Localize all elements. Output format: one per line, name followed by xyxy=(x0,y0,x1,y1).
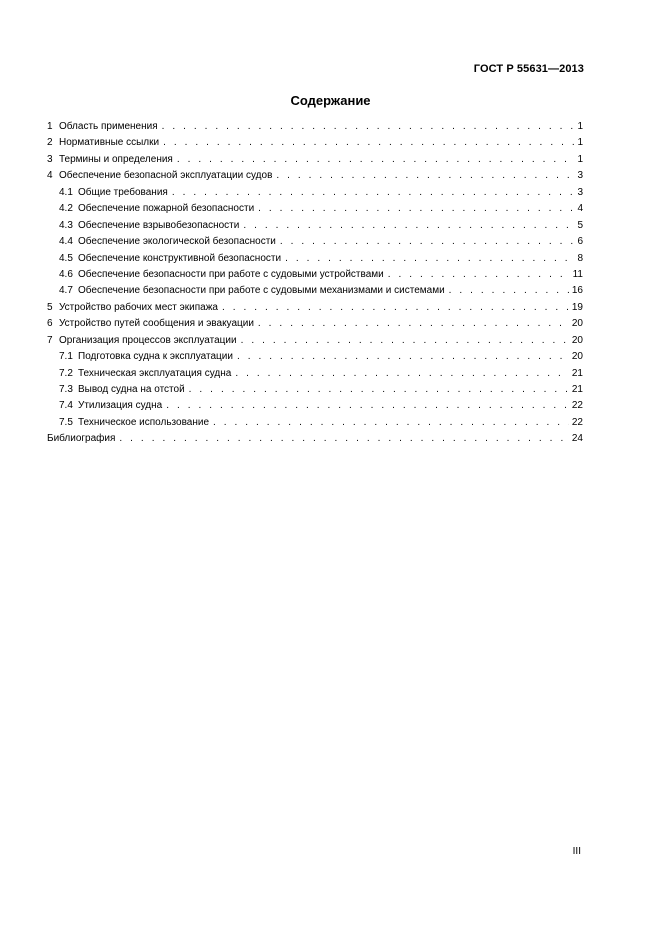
toc-entry-page: 20 xyxy=(571,334,583,346)
toc-leader-dots xyxy=(388,267,570,283)
toc-entry-number: 1 xyxy=(47,121,53,132)
toc-entry-label: Библиография xyxy=(47,433,116,445)
toc-title: Содержание xyxy=(290,93,371,108)
toc-leader-dots xyxy=(258,316,569,332)
toc-entry-number: 2 xyxy=(47,137,53,149)
toc-entry-number: 4.7 xyxy=(59,285,73,297)
toc-leader-dots xyxy=(163,135,574,151)
toc-entry-page: 4 xyxy=(577,203,583,215)
toc-entry-number: 6 xyxy=(47,318,53,330)
toc-entry-number: 7.5 xyxy=(59,416,73,428)
toc-entry[interactable] xyxy=(47,119,583,135)
toc-entry-page: 21 xyxy=(571,384,583,395)
toc-subentry[interactable] xyxy=(47,201,583,217)
toc-subentry[interactable] xyxy=(47,366,583,382)
toc-entry-number: 4.6 xyxy=(59,268,73,280)
document-standard-header: ГОСТ Р 55631—2013 xyxy=(473,63,584,75)
toc-subentry[interactable] xyxy=(47,218,583,234)
toc-leader-dots xyxy=(222,300,569,316)
toc-entry-page: 6 xyxy=(577,236,583,248)
toc-subentry[interactable] xyxy=(47,251,583,267)
toc-entry-label: Обеспечение безопасности при работе с судовыми устройствами xyxy=(78,268,384,280)
toc-entry-page: 16 xyxy=(571,285,583,297)
toc-subentry[interactable] xyxy=(47,382,583,398)
toc-leader-dots xyxy=(243,218,574,234)
toc-entry-label: Обеспечение взрывобезопасности xyxy=(78,219,240,231)
toc-subentry[interactable] xyxy=(47,234,583,250)
toc-leader-dots xyxy=(241,333,569,349)
toc-entry-label: Вывод судна на отстой xyxy=(78,384,185,395)
toc-leader-dots xyxy=(162,119,575,135)
toc-entry-label: Обеспечение конструктивной безопасности xyxy=(78,252,282,264)
toc-entry-page: 21 xyxy=(571,367,583,379)
toc-entry-label: Подготовка судна к эксплуатации xyxy=(78,351,233,363)
toc-entry-label: Устройство путей сообщения и эвакуации xyxy=(59,318,254,330)
toc-entry-number: 7.4 xyxy=(59,400,73,412)
toc-leader-dots xyxy=(258,201,574,217)
toc-subentry[interactable] xyxy=(47,267,583,283)
toc-entry-number: 7.2 xyxy=(59,367,73,379)
toc-entry-page: 3 xyxy=(577,170,583,182)
toc-leader-dots xyxy=(285,251,574,267)
toc-entry-page: 5 xyxy=(577,219,583,231)
toc-subentry[interactable] xyxy=(47,398,583,414)
toc-entry[interactable] xyxy=(47,300,583,316)
toc-entry-page: 1 xyxy=(577,137,583,149)
toc-leader-dots xyxy=(172,185,575,201)
toc-entry-number: 7 xyxy=(47,334,53,346)
toc-entry-number: 4.5 xyxy=(59,252,73,264)
toc-entry-label: Обеспечение экологической безопасности xyxy=(78,236,276,248)
toc-leader-dots xyxy=(235,366,569,382)
toc-entry-number: 3 xyxy=(47,153,53,165)
toc-leader-dots xyxy=(189,382,569,398)
toc-entry-number: 7.3 xyxy=(59,384,73,395)
toc-entry-number: 4.2 xyxy=(59,203,73,215)
toc-entry[interactable] xyxy=(47,152,583,168)
toc-entry-page: 24 xyxy=(571,433,583,445)
toc-entry-number: 4.1 xyxy=(59,186,73,198)
toc-entry-label: Обеспечение безопасной эксплуатации судов xyxy=(59,170,273,182)
toc-entry-page: 19 xyxy=(571,301,583,313)
toc-leader-dots xyxy=(177,152,575,168)
toc-entry[interactable] xyxy=(47,168,583,184)
table-of-contents xyxy=(47,119,583,448)
toc-subentry[interactable] xyxy=(47,283,583,299)
toc-entry-label: Устройство рабочих мест экипажа xyxy=(59,301,218,313)
toc-leader-dots xyxy=(237,349,569,365)
toc-entry-page: 1 xyxy=(577,121,583,132)
toc-entry-label: Утилизация судна xyxy=(78,400,163,412)
toc-leader-dots xyxy=(280,234,575,250)
toc-subentry[interactable] xyxy=(47,185,583,201)
toc-leader-dots xyxy=(276,168,574,184)
toc-entry-label: Организация процессов эксплуатации xyxy=(59,334,237,346)
toc-entry-label: Обеспечение пожарной безопасности xyxy=(78,203,255,215)
toc-entry-page: 22 xyxy=(571,400,583,412)
toc-subentry[interactable] xyxy=(47,349,583,365)
toc-entry-label: Техническая эксплуатация судна xyxy=(78,367,232,379)
toc-entry[interactable] xyxy=(47,135,583,151)
toc-entry-number: 5 xyxy=(47,301,53,313)
toc-entry-page: 11 xyxy=(572,268,583,280)
toc-entry-label: Общие требования xyxy=(78,186,168,198)
toc-entry-page: 1 xyxy=(577,153,583,165)
toc-subentry[interactable] xyxy=(47,415,583,431)
toc-leader-dots xyxy=(166,398,569,414)
toc-entry-page: 3 xyxy=(577,186,583,198)
toc-entry-bibliography[interactable] xyxy=(47,431,583,447)
toc-entry-page: 22 xyxy=(571,416,583,428)
toc-entry-page: 20 xyxy=(571,351,583,363)
toc-entry-label: Термины и определения xyxy=(59,153,173,165)
toc-entry[interactable] xyxy=(47,316,583,332)
toc-entry-number: 7.1 xyxy=(59,351,73,363)
toc-entry[interactable] xyxy=(47,333,583,349)
toc-entry-label: Обеспечение безопасности при работе с судовыми механизмами и системами xyxy=(78,285,445,297)
toc-entry-number: 4.4 xyxy=(59,236,73,248)
toc-leader-dots xyxy=(119,431,568,447)
toc-entry-page: 20 xyxy=(571,318,583,330)
toc-entry-number: 4 xyxy=(47,170,53,182)
page-number: III xyxy=(572,846,581,857)
toc-leader-dots xyxy=(213,415,569,431)
toc-entry-number: 4.3 xyxy=(59,219,73,231)
toc-entry-page: 8 xyxy=(577,252,583,264)
toc-leader-dots xyxy=(449,283,569,299)
toc-entry-label: Нормативные ссылки xyxy=(59,137,160,149)
toc-entry-label: Техническое использование xyxy=(78,416,210,428)
toc-entry-label: Область применения xyxy=(59,121,158,132)
